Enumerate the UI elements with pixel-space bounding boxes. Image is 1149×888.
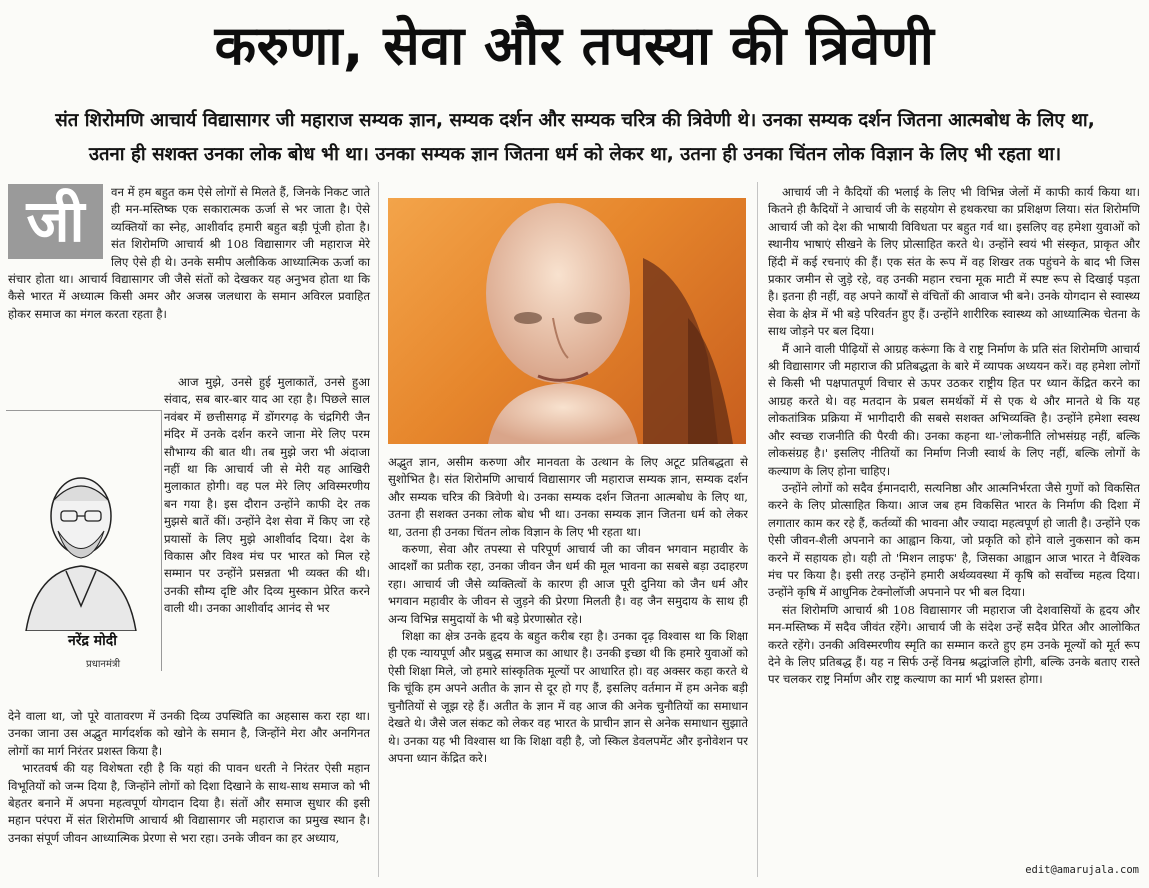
paragraph: अद्भुत ज्ञान, असीम करुणा और मानवता के उत्थान के लिए अटूट प्रतिबद्धता से सुशोभित है। संत शिरोमणि आचार्य विद्यासागर जी महाराज सम्यक ज्ञान, सम्यक दर्शन और सम्यक चरित्र की त्रिवेणी थे। उनका सम्यक दर्शन जितना आत्मबोध के लिए था, उतना ही सशक्त उनका लोक बोध भी था। उनका सम्यक ज्ञान जितना धर्म को लेकर था, उतना ही उनका चिंतन लोक विज्ञान के लिए भी रहता था। xyxy=(388,455,748,539)
deck-line: उतना ही सशक्त उनका लोक बोध भी था। उनका सम्यक ज्ञान जितना धर्म को लेकर था, उतना ही उनका चिंतन लोक विज्ञान के लिए भी रहता था। xyxy=(88,144,1062,165)
article-column-1-bottom xyxy=(8,708,370,880)
article-column-1-top xyxy=(8,184,370,323)
author-title: प्रधानमंत्री xyxy=(86,659,121,670)
portrait-image-icon xyxy=(388,198,746,444)
paragraph: देने वाला था, जो पूरे वातावरण में उनकी दिव्य उपस्थिति का अहसास करा रहा था। उनका जाना उस अद्भुत मार्गदर्शक को खोने के समान है, जिन्होंने मेरा और अनगिनत लोगों का मार्ग निरंतर प्रशस्त किया है। xyxy=(8,709,370,758)
paragraph: करुणा, सेवा और तपस्या से परिपूर्ण आचार्य जी का जीवन भगवान महावीर के आदर्शों का प्रतीक रहा, उनका जीवन जैन धर्म की मूल भावना का सबसे बड़ा उदाहरण रहा। आचार्य जी जैसे व्यक्तित्वों के कारण ही आज पूरी दुनिया को जैन धर्म और भगवान महावीर के जीवन से जुड़ने की प्रेरणा मिलती है। वह जैन समुदाय के साथ ही अन्य विभिन्न समुदायों के भी बड़े प्रेरणास्रोत रहे। xyxy=(388,542,748,626)
paragraph: मैं आने वाली पीढ़ियों से आग्रह करूंगा कि वे राष्ट्र निर्माण के प्रति संत शिरोमणि आचार्य श्री विद्यासागर जी महाराज की प्रतिबद्धता के बारे में व्यापक अध्ययन करें। वह हमेशा लोगों से किसी भी पक्षपातपूर्ण विचार से ऊपर उठकर राष्ट्रीय हित पर ध्यान केंद्रित करने का आग्रह करते थे। वह मतदान के प्रबल समर्थकों में से एक थे और मानते थे कि यह लोकतांत्रिक प्रक्रिया में भागीदारी की सबसे सशक्त अभिव्यक्ति है। उन्होंने हमेशा स्वस्थ और स्वच्छ राजनीति की पैरवी की। उनका कहना था-'लोकनीति लोभसंग्रह नहीं, बल्कि लोकसंग्रह है।' इसलिए नीतियों का निर्माण निजी स्वार्थ के लिए नहीं, बल्कि लोगों के कल्याण के लिए होना चाहिए। xyxy=(768,341,1140,478)
article-column-1-side xyxy=(164,374,370,704)
deck-line: संत शिरोमणि आचार्य विद्यासागर जी महाराज सम्यक ज्ञान, सम्यक दर्शन और सम्यक चरित्र की त्रिवेणी थे। उनका सम्यक दर्शन जितना आत्मबोध के लिए था, xyxy=(55,110,1095,131)
paragraph: आज मुझे, उनसे हुई मुलाकातें, उनसे हुआ संवाद, सब बार-बार याद आ रहा है। पिछले साल नवंबर में छत्तीसगढ़ में डोंगरगढ़ के चंद्रगिरी जैन मंदिर में उनके दर्शन करने जाना मेरे लिए परम सौभाग्य की बात थी। तब मुझे जरा भी अंदाजा नहीं था कि आचार्य जी से मेरी यह आखिरी मुलाकात होगी। वह पल मेरे लिए अविस्मरणीय बन गया है। इस दौरान उन्होंने काफी देर तक मुझसे बातें कीं। उन्होंने देश सेवा में किए जा रहे प्रयासों के लिए मुझे आशीर्वाद दिया। देश के विकास और विश्व मंच पर भारत को मिल रहे सम्मान पर उन्होंने प्रसन्नता भी व्यक्त की थी। उनकी सौम्य दृष्टि और दिव्य मुस्कान प्रेरित करने वाली थी। उनका आशीर्वाद आनंद से भर xyxy=(164,375,370,616)
author-name: नरेंद्र मोदी xyxy=(68,633,117,649)
column-divider xyxy=(757,182,758,877)
acharya-photo xyxy=(388,198,746,444)
author-portrait-icon xyxy=(6,431,156,631)
column-divider xyxy=(378,182,379,877)
paragraph: भारतवर्ष की यह विशेषता रही है कि यहां की पावन धरती ने निरंतर ऐसी महान विभूतियों को जन्म दिया है, जिन्होंने लोगों को दिशा दिखाने के साथ-साथ समाज को भी बेहतर बनाने में अपना महत्वपूर्ण योगदान दिया है। संतों और समाज सुधार की इसी महान परंपरा में संत शिरोमणि आचार्य श्री विद्यासागर जी महाराज का प्रमुख स्थान है। उनका संपूर्ण जीवन आध्यात्मिक प्रेरणा से भरा रहा। उनके जीवन का हर अध्याय, xyxy=(8,761,370,845)
drop-cap: जी xyxy=(8,184,103,259)
editor-email[interactable]: edit@amarujala.com xyxy=(1025,864,1139,876)
article-column-3 xyxy=(768,184,1140,864)
paragraph: संत शिरोमणि आचार्य श्री 108 विद्यासागर जी महाराज जी देशवासियों के हृदय और मन-मस्तिष्क में सदैव जीवंत रहेंगे। आचार्य जी के संदेश उन्हें सदैव प्रेरित और आलोकित करते रहेंगे। उनकी अविस्मरणीय स्मृति का सम्मान करते हुए हम उनके मूल्यों को मूर्त रूप देने के लिए प्रतिबद्ध हैं। यह न सिर्फ उन्हें विनम्र श्रद्धांजलि होगी, बल्कि उनके बताए रास्ते पर चलकर राष्ट्र निर्माण और राष्ट्र कल्याण का मार्ग भी प्रशस्त होगा। xyxy=(768,602,1140,687)
paragraph: आचार्य जी ने कैदियों की भलाई के लिए भी विभिन्न जेलों में काफी कार्य किया था। कितने ही कैदियों ने आचार्य जी के सहयोग से हथकरघा का प्रशिक्षण लिया। संत शिरोमणि आचार्य जी को देश की भाषायी विविधता पर बहुत गर्व था। इसलिए वह हमेशा युवाओं को स्थानीय भाषाएं सीखने के लिए प्रोत्साहित करते थे। उन्होंने स्वयं भी संस्कृत, प्राकृत और हिंदी में कई रचनाएं की हैं। एक संत के रूप में वह शिखर तक पहुंचने के बाद भी जिस प्रकार जमीन से जुड़े रहे, वह उनकी महान रचना मूक माटी में स्पष्ट रूप से दिखाई पड़ता है। इतना ही नहीं, वह अपने कार्यों से वंचितों की आवाज भी बने। उनके योगदान से स्वास्थ्य सेवा के क्षेत्र में भी बड़े परिवर्तन हुए हैं। उन्होंने शारीरिक स्वास्थ्य को आध्यात्मिक चेतना के साथ जोड़ने पर बल दिया। xyxy=(768,185,1140,339)
paragraph: शिक्षा का क्षेत्र उनके हृदय के बहुत करीब रहा है। उनका दृढ़ विश्वास था कि शिक्षा ही एक न्यायपूर्ण और प्रबुद्ध समाज का आधार है। उनकी इच्छा थी कि हमारे युवाओं को ऐसी शिक्षा मिले, जो हमारे सांस्कृतिक मूल्यों पर आधारित हो। वह अक्सर कहा करते थे कि चूंकि हम अपने अतीत के ज्ञान से दूर हो गए हैं, इसलिए वर्तमान में हम अनेक बड़ी चुनौतियों से जूझ रहे हैं। अतीत के ज्ञान में वह आज की अनेक चुनौतियों का समाधान देखते थे। जैसे जल संकट को लेकर वह भारत के प्राचीन ज्ञान से अनेक समाधान सुझाते थे। उनका यह भी विश्वास था कि शिक्षा वही है, जो स्किल डेवलपमेंट और इनोवेशन पर अपना ध्यान केंद्रित करे। xyxy=(388,629,748,765)
article-column-2 xyxy=(388,454,748,880)
paragraph: उन्होंने लोगों को सदैव ईमानदारी, सत्यनिष्ठा और आत्मनिर्भरता जैसे गुणों को विकसित करने के लिए प्रोत्साहित किया। आज जब हम विकसित भारत के निर्माण की दिशा में लगातार काम कर रहे हैं, कर्तव्यों की भावना और ज्यादा महत्वपूर्ण हो जाती है। उन्होंने एक ऐसी जीवन-शैली अपनाने का आह्वान किया, जो प्रकृति को होने वाले नुकसान को कम करने में सहायक हो। यही तो 'मिशन लाइफ' है, जिसका आह्वान आज भारत ने वैश्विक मंच पर किया है। इसी तरह उन्होंने हमारी अर्थव्यवस्था में कृषि को सर्वोच्च महत्व दिया। उन्होंने कृषि में आधुनिक टेक्नोलॉजी अपनाने पर भी बल दिया। xyxy=(768,480,1140,600)
deck-summary xyxy=(10,104,1140,172)
author-block xyxy=(6,410,162,671)
paragraph: वन में हम बहुत कम ऐसे लोगों से मिलते हैं, जिनके निकट जाते ही मन-मस्तिष्क एक सकारात्मक ऊर्जा से भर जाता है। ऐसे व्यक्तियों का स्नेह, आशीर्वाद हमारी बहुत बड़ी पूंजी होता है। संत शिरोमणि आचार्य श्री 108 विद्यासागर जी महाराज मेरे लिए ऐसे ही थे। उनके समीप अलौकिक आध्यात्मिक ऊर्जा का संचार होता था। आचार्य विद्यासागर जी जैसे संतों को देखकर यह अनुभव होता था कि कैसे भारत में अध्यात्म किसी अमर और अजस्र जलधारा के समान अविरल प्रवाहित होकर समाज का मंगल करता रहता है। xyxy=(8,185,370,321)
page-title: करुणा, सेवा और तपस्या की त्रिवेणी xyxy=(214,14,935,77)
